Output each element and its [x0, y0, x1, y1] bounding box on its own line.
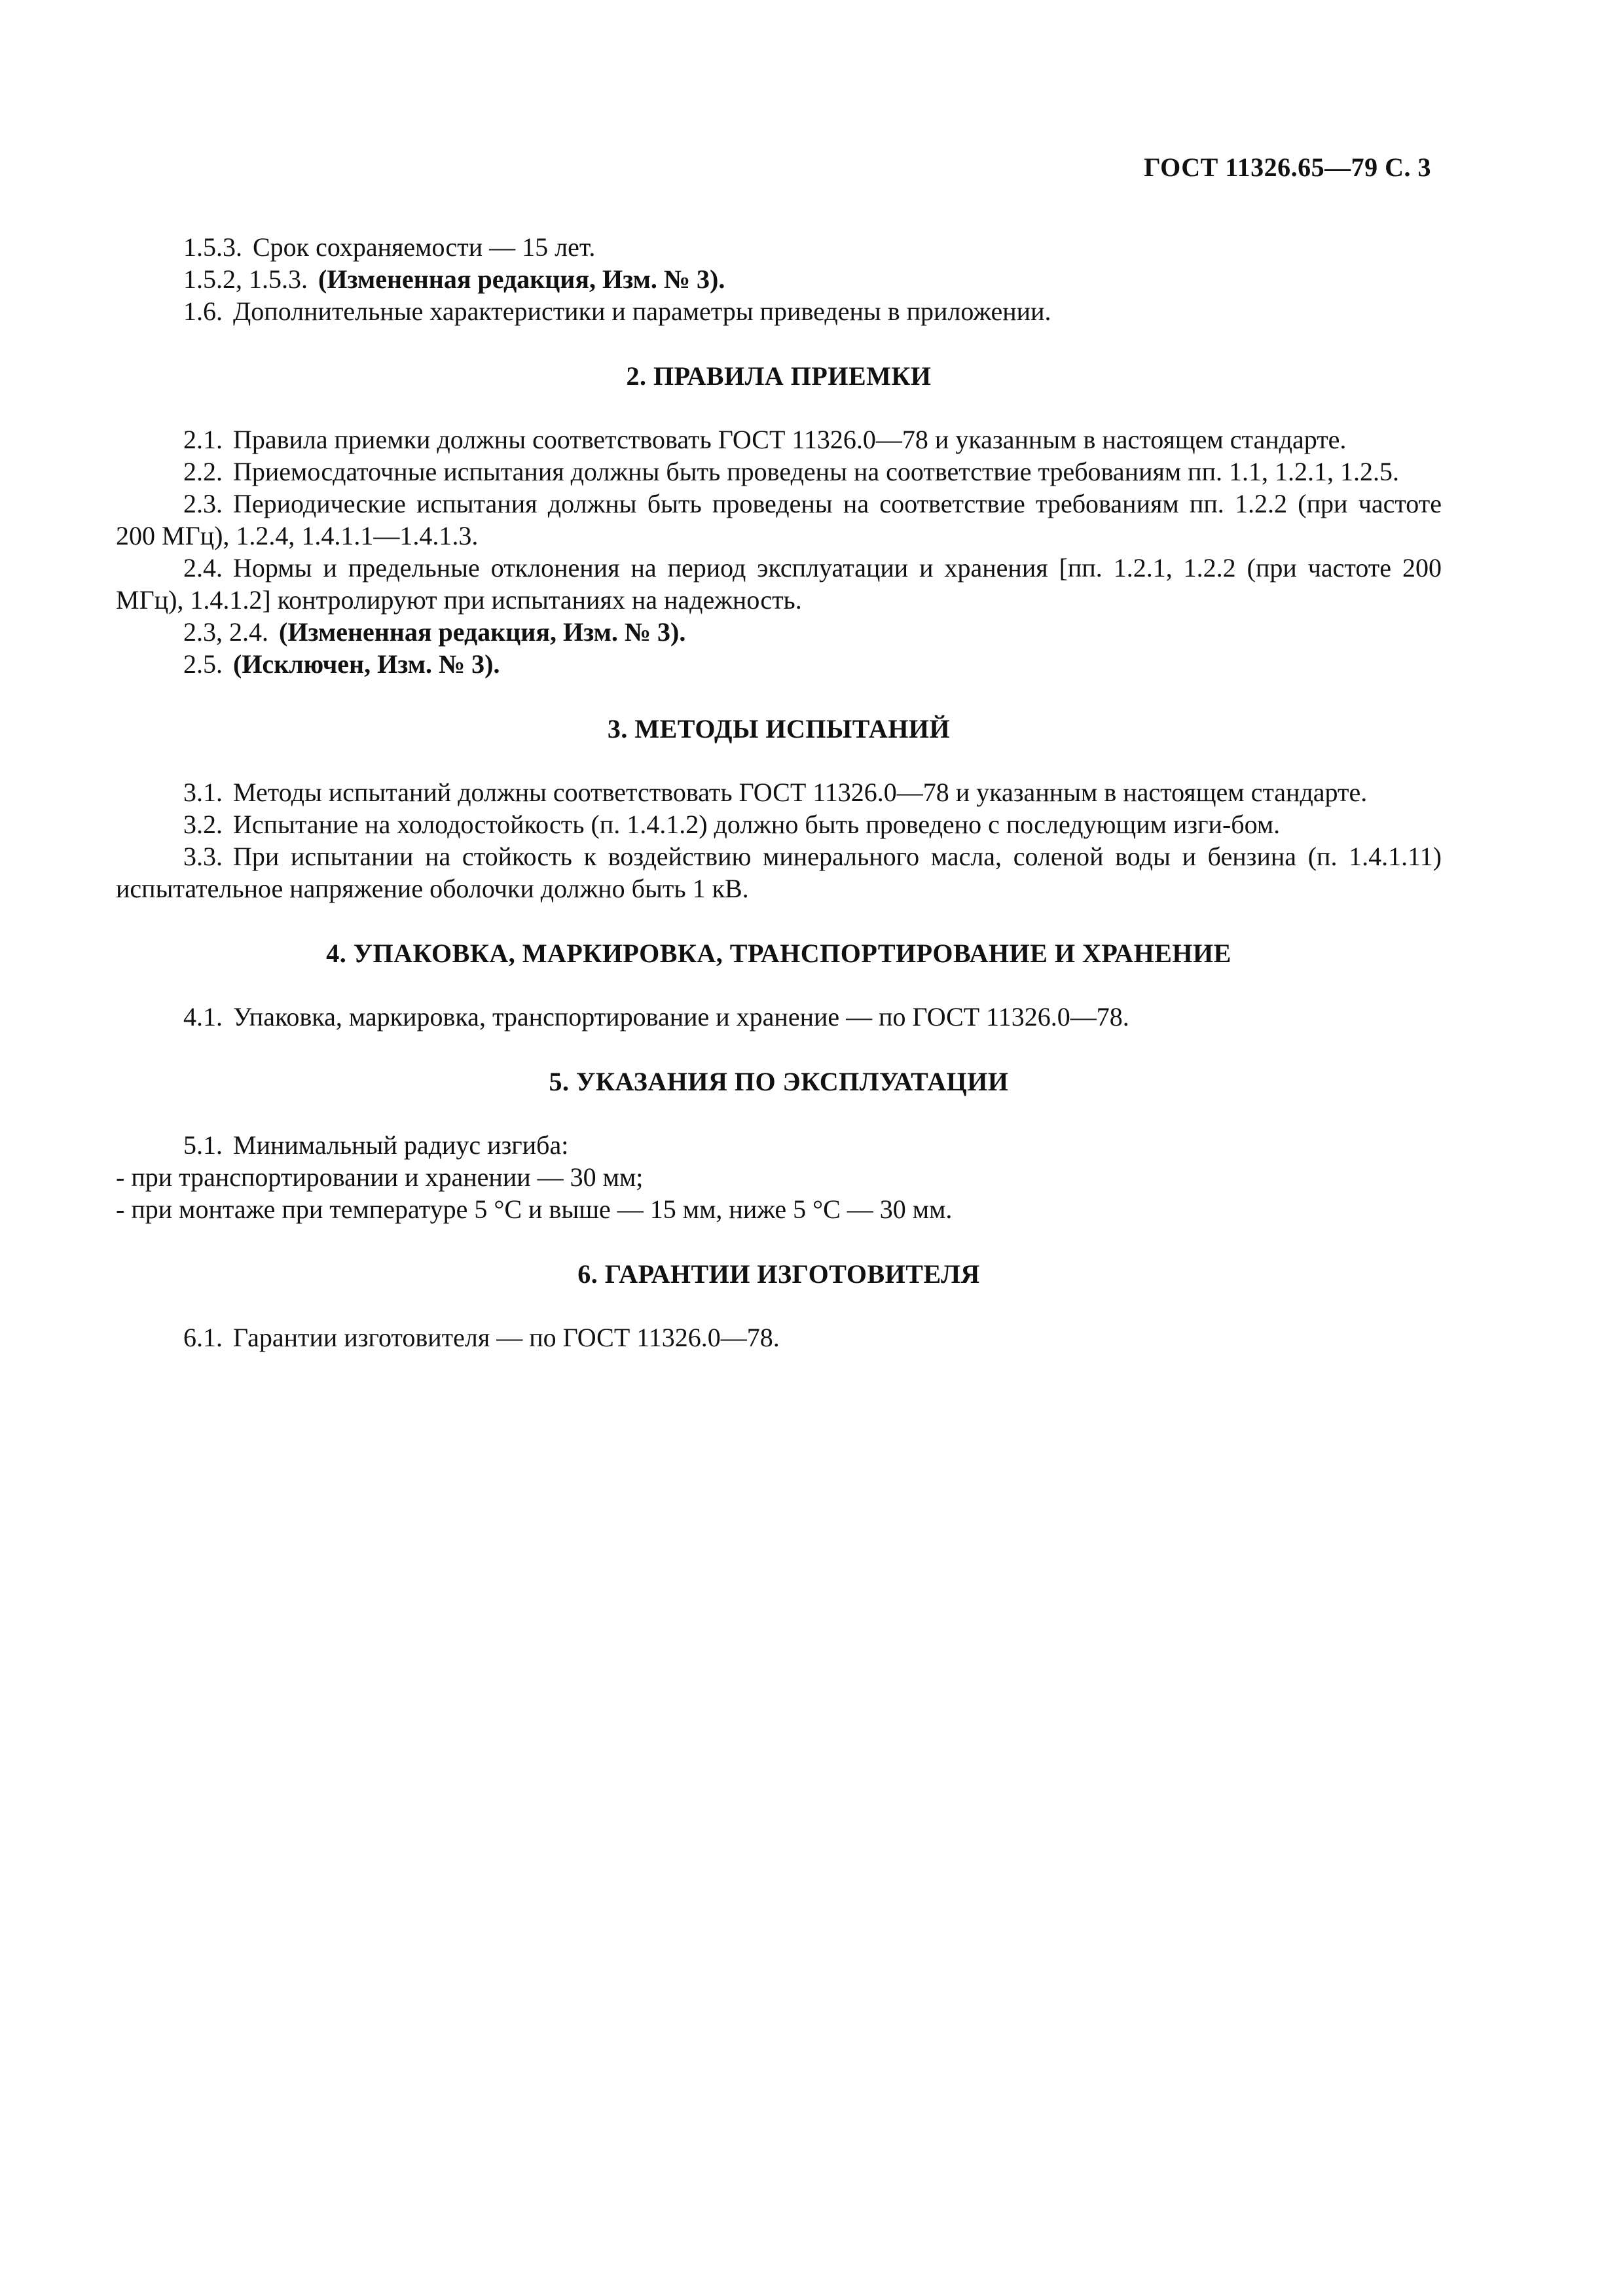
clause-number: 2.3. — [183, 489, 223, 518]
clause-number: 3.1. — [183, 778, 223, 807]
clause-number: 1.6. — [183, 296, 223, 326]
clause-text: Минимальный радиус изгиба: — [233, 1130, 569, 1160]
clause-number: 6.1. — [183, 1323, 223, 1352]
clause-text: Правила приемки должны соответствовать ГОСТ 11326.0—78 и указанным в настоящем стандарте. — [233, 425, 1347, 454]
paragraph-1-6 — [116, 295, 1442, 327]
clause-text: Периодические испытания должны быть проведены на соответствие требованиям пп. 1.2.2 (при частоте 200 МГц), 1.2.4, 1.4.1.1—1.4.1.3. — [116, 489, 1442, 550]
clause-text: При испытании на стойкость к воздействию минерального масла, соленой воды и бензина (п. 1.4.1.11) испытательное напряжение оболочки должно быть 1 кВ. — [116, 842, 1442, 903]
list-item: - при монтаже при температуре 5 °С и выше — 15 мм, ниже 5 °С — 30 мм. — [116, 1194, 953, 1224]
section-title-acceptance-rules: 2. ПРАВИЛА ПРИЕМКИ — [626, 361, 932, 391]
clause-text: Дополнительные характеристики и параметры приведены в приложении. — [233, 296, 1051, 326]
paragraph-2-5 — [116, 648, 1442, 680]
clause-number: 2.4. — [183, 553, 223, 583]
clause-number: 1.5.3. — [183, 232, 242, 262]
amendment-note: (Исключен, Изм. № 3). — [233, 649, 500, 679]
paragraph-3-3 — [116, 840, 1442, 905]
paragraph-6-1 — [116, 1321, 1442, 1354]
section-title-test-methods: 3. МЕТОДЫ ИСПЫТАНИЙ — [607, 714, 951, 744]
amendment-note: (Измененная редакция, Изм. № 3). — [279, 617, 686, 647]
clause-text: Гарантии изготовителя — по ГОСТ 11326.0—78. — [233, 1323, 780, 1352]
paragraph-2-1 — [116, 423, 1442, 456]
paragraph-2-3 — [116, 488, 1442, 552]
document-body — [116, 231, 1442, 1354]
clause-number: 2.2. — [183, 457, 223, 486]
clause-text: Методы испытаний должны соответствовать ГОСТ 11326.0—78 и указанным в настоящем стандарте. — [233, 778, 1368, 807]
paragraph-3-2 — [116, 808, 1442, 840]
paragraph-3-1 — [116, 776, 1442, 808]
page-header: ГОСТ 11326.65—79 С. 3 — [1144, 152, 1431, 182]
list-item: - при транспортировании и хранении — 30 мм; — [116, 1162, 644, 1192]
clause-text: Приемосдаточные испытания должны быть проведены на соответствие требованиям пп. 1.1, 1.2.1, 1.2.5. — [233, 457, 1399, 486]
clause-text: Нормы и предельные отклонения на период эксплуатации и хранения [пп. 1.2.1, 1.2.2 (при частоте 200 МГц), 1.4.1.2] контролируют при испытаниях на надежность. — [116, 553, 1442, 615]
clause-number: 5.1. — [183, 1130, 223, 1160]
paragraph-1-5-2-amendment — [116, 263, 1442, 295]
clause-number: 1.5.2, 1.5.3. — [183, 264, 308, 294]
clause-number: 4.1. — [183, 1002, 223, 1031]
paragraph-2-4 — [116, 552, 1442, 616]
paragraph-2-2 — [116, 456, 1442, 488]
clause-text: Упаковка, маркировка, транспортирование и хранение — по ГОСТ 11326.0—78. — [233, 1002, 1129, 1031]
clause-text: Испытание на холодостойкость (п. 1.4.1.2) должно быть проведено с последующим изги-бом. — [233, 810, 1281, 839]
clause-number: 2.1. — [183, 425, 223, 454]
clause-number: 3.2. — [183, 810, 223, 839]
paragraph-2-3-2-4-amendment — [116, 616, 1442, 648]
section-title-operation: 5. УКАЗАНИЯ ПО ЭКСПЛУАТАЦИИ — [549, 1067, 1009, 1096]
clause-number: 3.3. — [183, 842, 223, 871]
amendment-note: (Измененная редакция, Изм. № 3). — [318, 264, 725, 294]
paragraph-1-5-3 — [116, 231, 1442, 263]
section-title-warranty: 6. ГАРАНТИИ ИЗГОТОВИТЕЛЯ — [577, 1259, 980, 1289]
section-title-packaging: 4. УПАКОВКА, МАРКИРОВКА, ТРАНСПОРТИРОВАНИЕ И ХРАНЕНИЕ — [326, 939, 1231, 968]
clause-number: 2.5. — [183, 649, 223, 679]
clause-number: 2.3, 2.4. — [183, 617, 268, 647]
paragraph-5-1 — [116, 1129, 1442, 1161]
clause-text: Срок сохраняемости — 15 лет. — [253, 232, 596, 262]
paragraph-4-1 — [116, 1001, 1442, 1033]
